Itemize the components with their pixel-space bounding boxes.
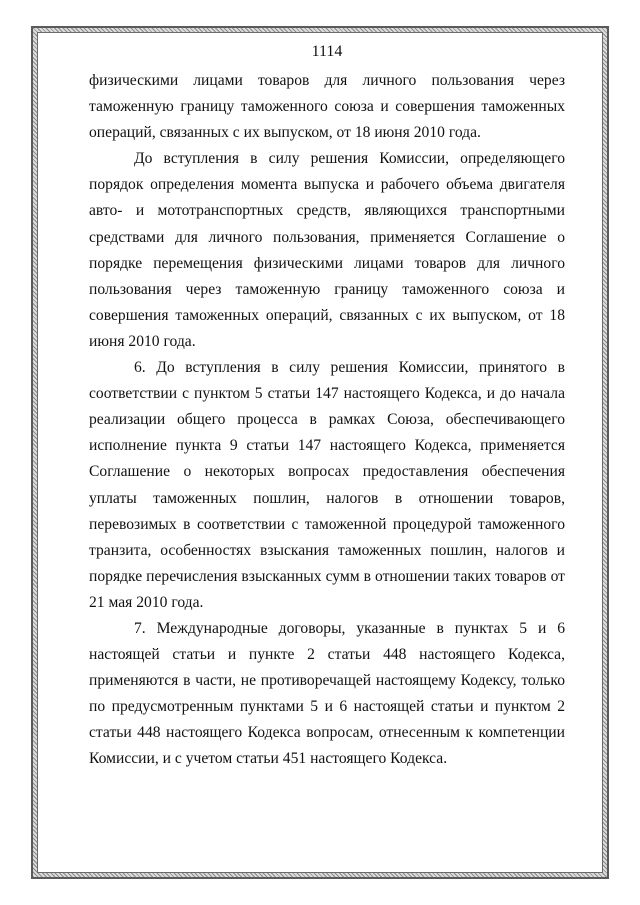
paragraph-engine-volume: До вступления в силу решения Комиссии, определяющего порядок определения момента выпуска и рабочего объема двигателя авто- и мототранспортных средств, являющихся транспортными средствами для личного пользования, применяется Соглашение о порядке перемещения физическими лицами товаров для личного пользования через таможенную границу таможенного союза и совершения таможенных операций, связанных с их выпуском, от 18 июня 2010 года. [89,150,565,350]
page-number: 1114 [311,43,343,60]
document-body [89,42,565,773]
page-border-frame [31,26,609,879]
paragraph-item-7: 7. Международные договоры, указанные в пунктах 5 и 6 настоящей статьи и пункте 2 статьи 448 настоящего Кодекса, применяются в части, не противоречащей настоящему Кодексу, только по предусмотренным пунктами 5 и 6 настоящей статьи и пунктом 2 статьи 448 настоящего Кодекса вопросам, отнесенным к компетенции Комиссии, и с учетом статьи 451 настоящего Кодекса. [89,619,565,768]
paragraph-continuation: физическими лицами товаров для личного пользования через таможенную границу таможенного союза и совершения таможенных операций, связанных с их выпуском, от 18 июня 2010 года. [89,72,565,142]
paragraph-item-6: 6. До вступления в силу решения Комиссии, принятого в соответствии с пунктом 5 статьи 147 настоящего Кодекса, и до начала реализации общего процесса в рамках Союза, обеспечивающего исполнение пункта 9 статьи 147 настоящего Кодекса, применяется Соглашение о некоторых вопросах предоставления обеспечения уплаты таможенных пошлин, налогов в отношении товаров, перевозимых в соответствии с таможенной процедурой таможенного транзита, особенностях взыскания таможенных пошлин, налогов и порядке перечисления взысканных сумм в отношении таких товаров от 21 мая 2010 года. [89,359,565,611]
page-sheet [37,32,603,873]
